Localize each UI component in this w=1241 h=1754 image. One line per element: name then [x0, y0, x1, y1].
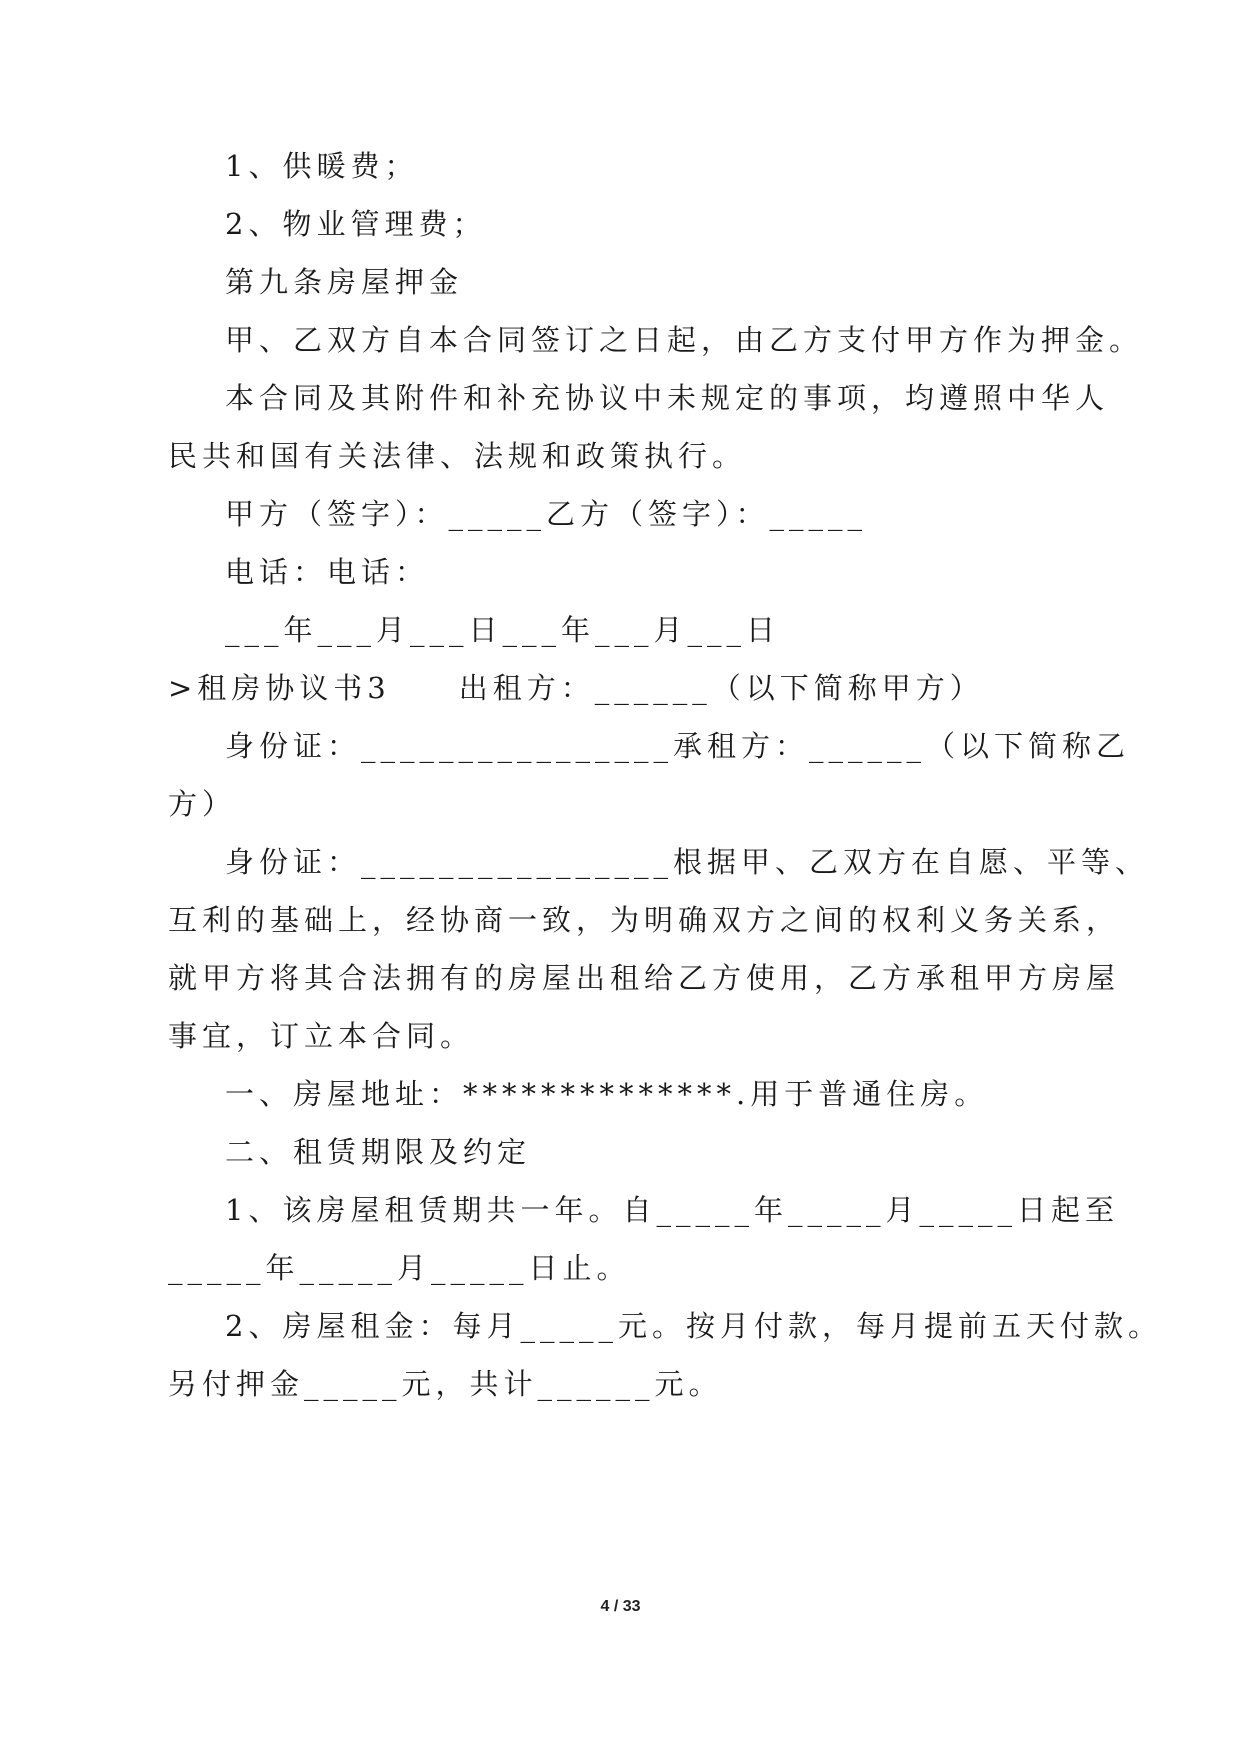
- date-line: ___年___月___日___年___月___日: [225, 613, 781, 647]
- lease-term-line-cont: _____年_____月_____日止。: [168, 1251, 631, 1285]
- section-lease-term-heading: 二、租赁期限及约定: [225, 1135, 532, 1169]
- lease-term-line: 1、该房屋租赁期共一年。自_____年_____月_____日起至: [225, 1193, 1119, 1227]
- paragraph-unspecified-matters-cont: 民共和国有关法律、法规和政策执行。: [168, 439, 747, 473]
- phone-line: 电话：电话：: [225, 555, 430, 589]
- paragraph-mutual-benefit: 互利的基础上，经协商一致，为明确双方之间的权利义务关系，: [168, 903, 1121, 937]
- paragraph-unspecified-matters: 本合同及其附件和补充协议中未规定的事项，均遵照中华人: [225, 381, 1110, 415]
- rent-line: 2、房屋租金：每月_____元。按月付款，每月提前五天付款。: [225, 1309, 1162, 1343]
- lessor-id-line: 身份证：________________承租方：______（以下简称乙: [225, 729, 1131, 763]
- page-number: 4 / 33: [600, 1598, 641, 1615]
- list-item-property-fee: 2、物业管理费；: [225, 207, 487, 241]
- paragraph-deposit: 甲、乙双方自本合同签订之日起，由乙方支付甲方作为押金。: [225, 323, 1144, 357]
- paragraph-mutual-benefit-end: 事宜，订立本合同。: [168, 1019, 475, 1053]
- section-house-address: 一、房屋地址：**************.用于普通住房。: [225, 1077, 989, 1111]
- lessee-abbrev-cont: 方）: [168, 787, 237, 821]
- article-nine-heading: 第九条房屋押金: [225, 265, 464, 299]
- paragraph-mutual-benefit-cont: 就甲方将其合法拥有的房屋出租给乙方使用，乙方承租甲方房屋: [168, 961, 1121, 995]
- rent-line-cont: 另付押金_____元，共计______元。: [168, 1367, 723, 1401]
- lessee-id-line: 身份证：________________根据甲、乙双方在自愿、平等、: [225, 845, 1150, 879]
- list-item-heating-fee: 1、供暖费；: [225, 149, 419, 183]
- agreement-three-heading: >租房协议书3 出租方：______（以下简称甲方）: [168, 671, 984, 705]
- signature-line: 甲方（签字）：_____乙方（签字）：_____: [225, 497, 868, 531]
